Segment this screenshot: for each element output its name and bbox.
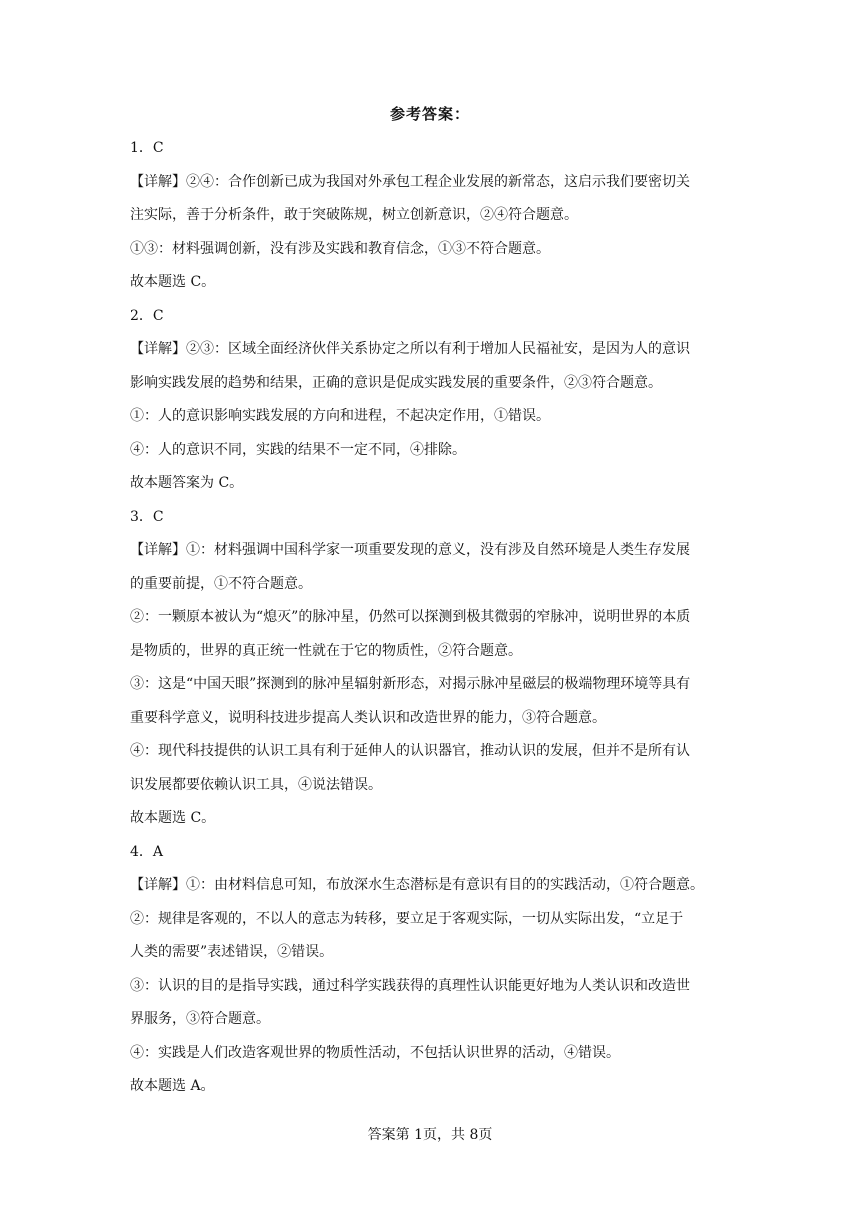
answer-line: 的重要前提，①不符合题意。 [130, 575, 312, 592]
page-footer: 答案第 1页，共 8页 [367, 1127, 493, 1143]
answer-line: 【详解】②③：区域全面经济伙伴关系协定之所以有利于增加人民福祉安，是因为人的意识 [130, 341, 690, 357]
page-title: 参考答案： [389, 105, 470, 123]
answer-line: 1．C [130, 140, 164, 156]
answer-line: 注实际，善于分析条件，敢于突破陈规，树立创新意识，②④符合题意。 [130, 207, 578, 223]
answer-line: ④：人的意识不同，实践的结果不一定不同，④排除。 [130, 441, 466, 458]
answer-line: 4．A [130, 843, 164, 860]
answer-line: 人类的需要”表述错误，②错误。 [130, 944, 334, 960]
answer-line: 【详解】②④：合作创新已成为我国对外承包工程企业发展的新常态，这启示我们要密切关 [130, 173, 690, 190]
answer-line: 是物质的，世界的真正统一性就在于它的物质性，②符合题意。 [130, 642, 522, 659]
answer-content [130, 132, 736, 1104]
answer-line: 界服务，③符合题意。 [130, 1011, 270, 1027]
answer-line: 【详解】①：材料强调中国科学家一项重要发现的意义，没有涉及自然环境是人类生存发展 [130, 542, 690, 558]
answer-line: 3．C [130, 508, 164, 525]
answer-line: 故本题答案为 C。 [130, 475, 244, 491]
answer-line: ②：一颗原本被认为“熄灭”的脉冲星，仍然可以探测到极其微弱的窄脉冲，说明世界的本质 [130, 609, 691, 625]
answer-line: 2．C [130, 307, 164, 324]
answer-line: ④：实践是人们改造客观世界的物质性活动，不包括认识世界的活动，④错误。 [130, 1044, 620, 1061]
answer-line: 故本题选 A。 [130, 1078, 215, 1094]
answer-line: 【详解】①：由材料信息可知，布放深水生态潜标是有意识有目的的实践活动，①符合题意。 [130, 877, 704, 893]
answer-line: ④：现代科技提供的认识工具有利于延伸人的认识器官，推动认识的发展，但并不是所有认 [130, 743, 690, 759]
answer-line: ①③：材料强调创新，没有涉及实践和教育信念，①③不符合题意。 [130, 240, 550, 257]
answer-line: 故本题选 C。 [130, 810, 216, 826]
answer-line: 影响实践发展的趋势和结果，正确的意识是促成实践发展的重要条件，②③符合题意。 [130, 374, 662, 391]
answer-line: 重要科学意义，说明科技进步提高人类认识和改造世界的能力，③符合题意。 [130, 709, 606, 726]
answer-line: ②：规律是客观的，不以人的意志为转移，要立足于客观实际，一切从实际出发，“立足于 [130, 910, 684, 927]
answer-line: 故本题选 C。 [130, 274, 216, 290]
answer-line: ③：认识的目的是指导实践，通过科学实践获得的真理性认识能更好地为人类认识和改造世 [130, 977, 690, 994]
answer-line: ③：这是“中国天眼”探测到的脉冲星辐射新形态，对揭示脉冲星磁层的极端物理环境等具有 [130, 676, 691, 692]
answer-line: 识发展都要依赖认识工具，④说法错误。 [130, 776, 382, 793]
answer-line: ①：人的意识影响实践发展的方向和进程，不起决定作用，①错误。 [130, 408, 550, 424]
